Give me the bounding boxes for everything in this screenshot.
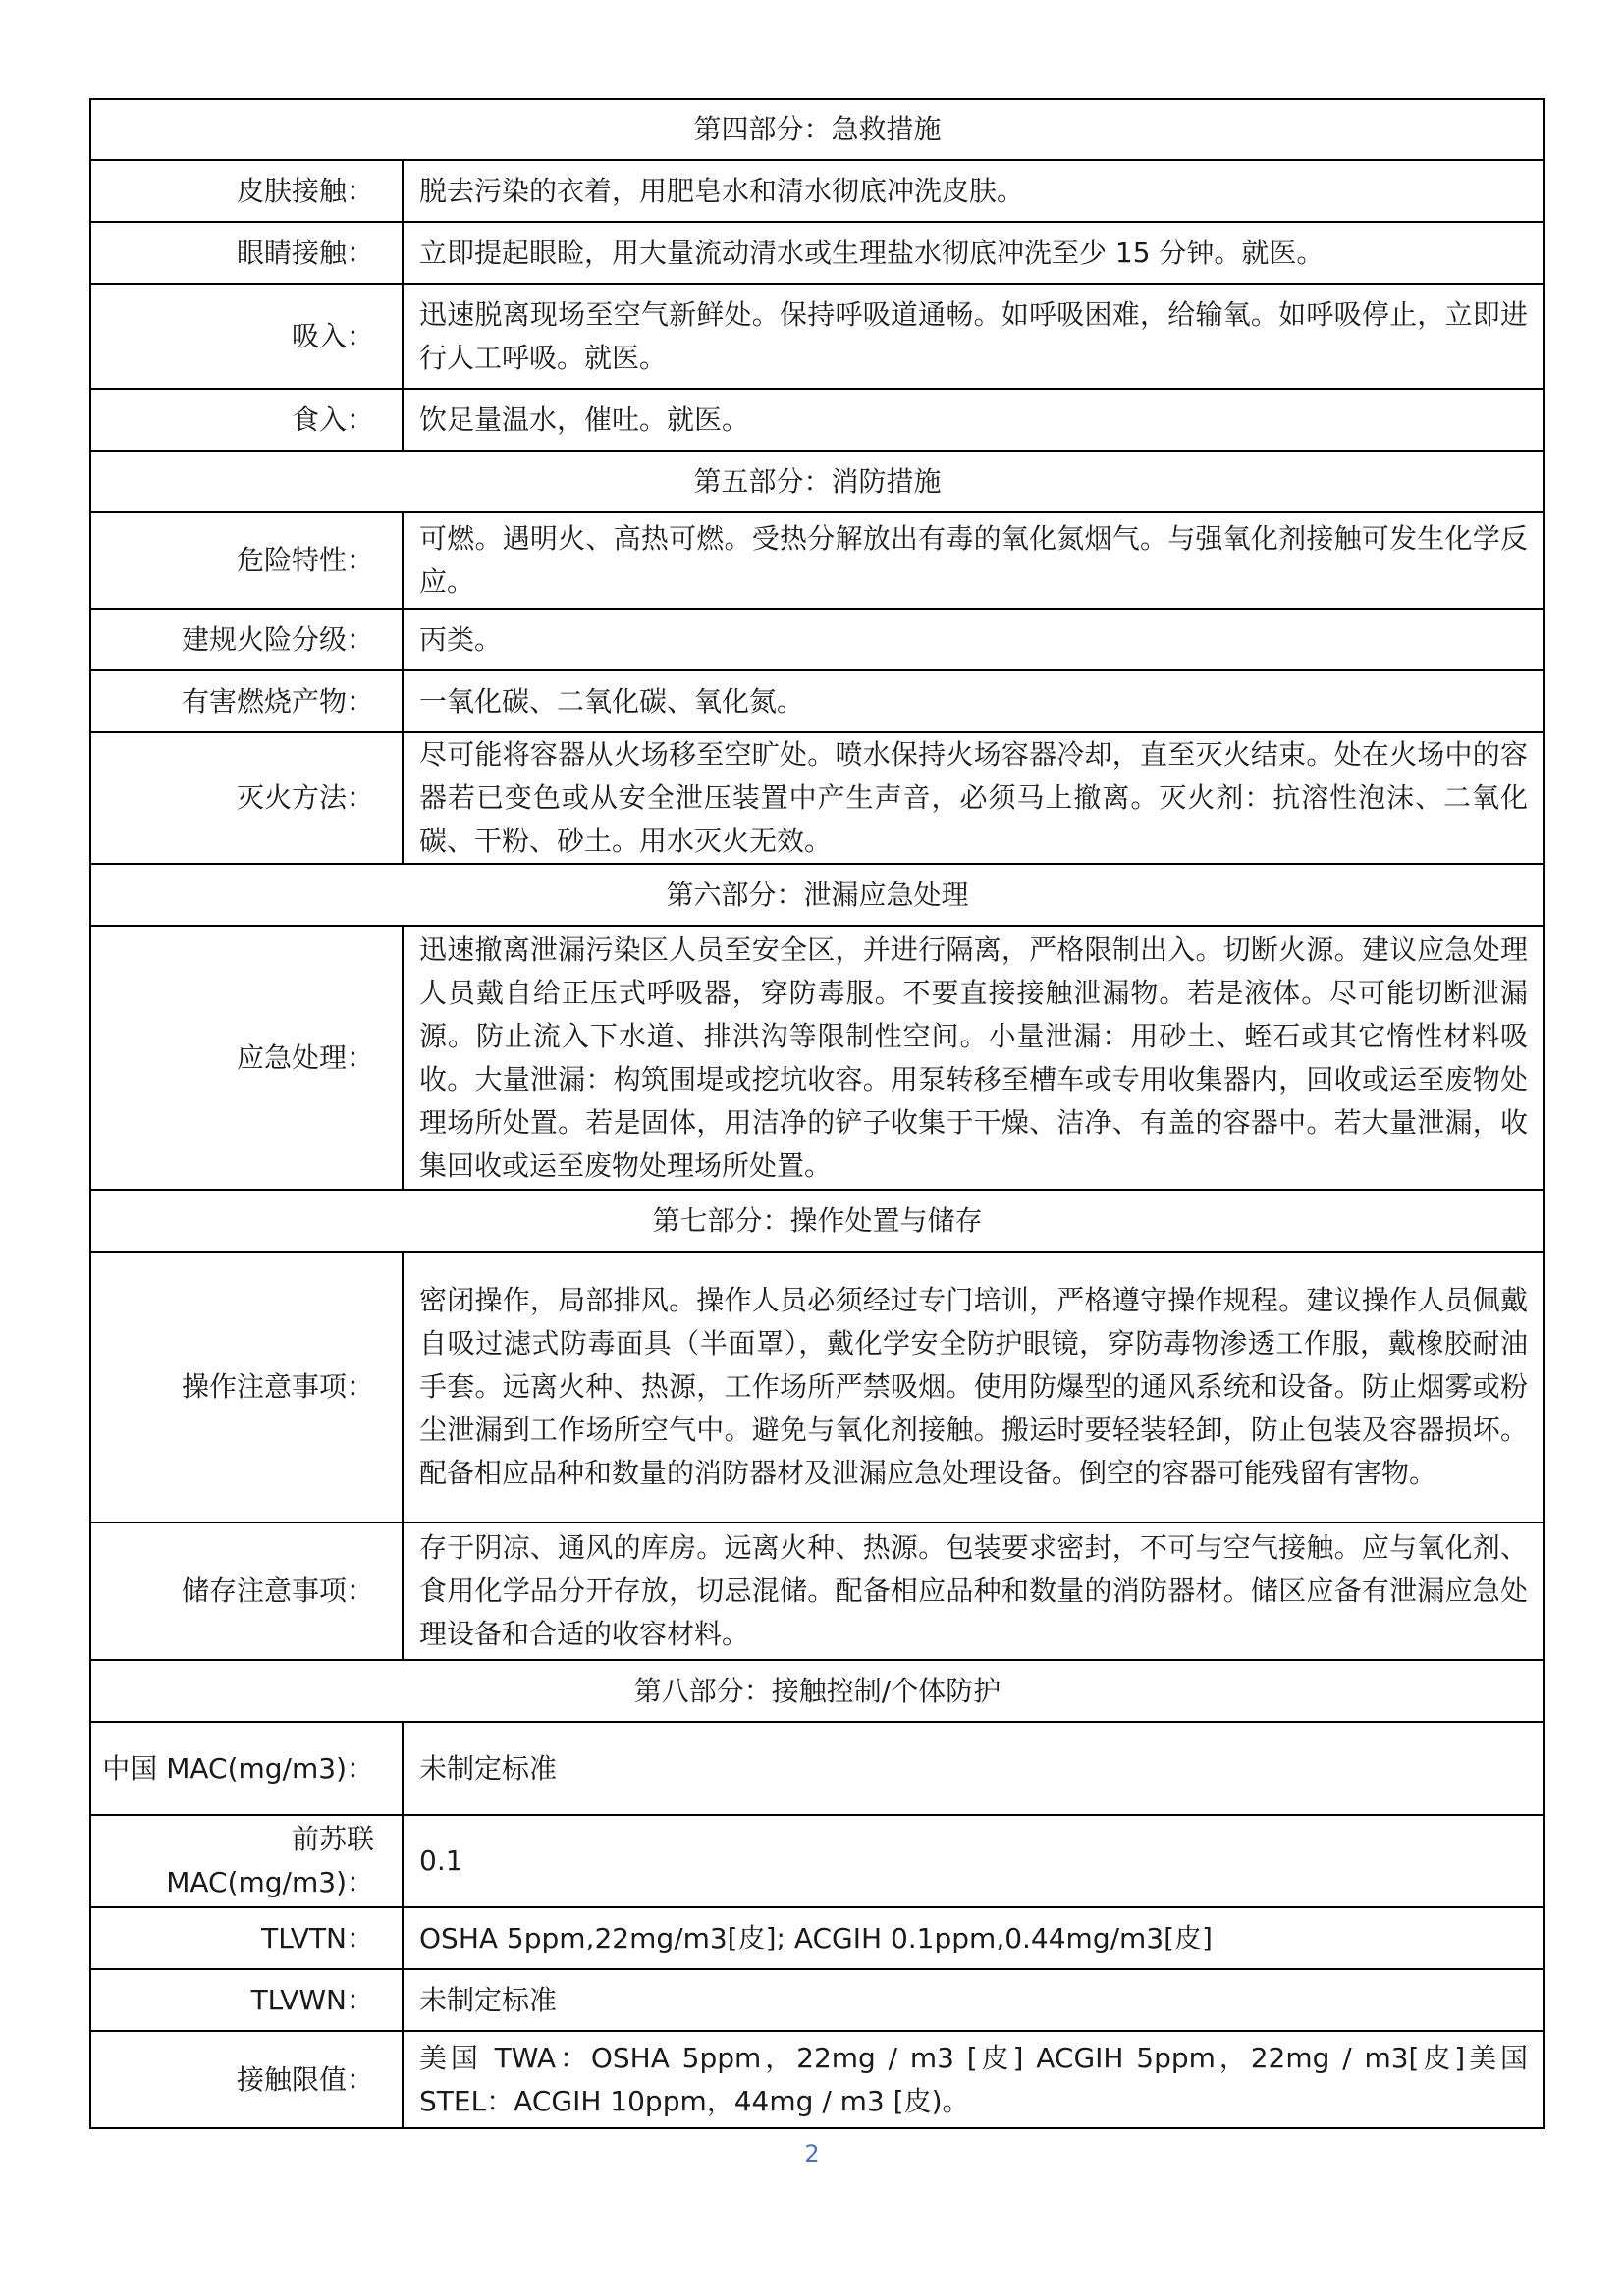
field-value: 迅速撤离泄漏污染区人员至安全区，并进行隔离，严格限制出入。切断火源。建议应急处理人员戴自给正压式呼吸器，穿防毒服。不要直接接触泄漏物。若是液体。尽可能切断泄漏源。防止流入下水道、排洪沟等限制性空间。小量泄漏：用砂土、蛭石或其它惰性材料吸收。大量泄漏：构筑围堤或挖坑收容。用泵转移至槽车或专用收集器内，回收或运至废物处理场所处置。若是固体，用洁净的铲子收集于干燥、洁净、有盖的容器中。若大量泄漏，收集回收或运至废物处理场所处置。 bbox=[403, 926, 1544, 1190]
msds-table bbox=[89, 98, 1545, 2129]
section-header-row bbox=[90, 864, 1544, 926]
field-label: 吸入： bbox=[90, 284, 403, 389]
field-value: 可燃。遇明火、高热可燃。受热分解放出有毒的氧化氮烟气。与强氧化剂接触可发生化学反应。 bbox=[403, 512, 1544, 609]
field-row bbox=[90, 1815, 1544, 1907]
field-value: 未制定标准 bbox=[403, 1722, 1544, 1815]
field-label: TLVTN： bbox=[90, 1907, 403, 1969]
field-label: 建规火险分级： bbox=[90, 609, 403, 670]
field-row bbox=[90, 732, 1544, 864]
field-label: 接触限值： bbox=[90, 2031, 403, 2128]
field-label: 操作注意事项： bbox=[90, 1252, 403, 1522]
field-row bbox=[90, 1907, 1544, 1969]
field-value: 尽可能将容器从火场移至空旷处。喷水保持火场容器冷却，直至灭火结束。处在火场中的容器若已变色或从安全泄压装置中产生声音，必须马上撤离。灭火剂：抗溶性泡沫、二氧化碳、干粉、砂土。用水灭火无效。 bbox=[403, 732, 1544, 864]
field-label: 食入： bbox=[90, 389, 403, 451]
field-value: 未制定标准 bbox=[403, 1969, 1544, 2031]
field-label: 危险特性： bbox=[90, 512, 403, 609]
field-row bbox=[90, 2031, 1544, 2128]
field-value: 迅速脱离现场至空气新鲜处。保持呼吸道通畅。如呼吸困难，给输氧。如呼吸停止，立即进行人工呼吸。就医。 bbox=[403, 284, 1544, 389]
field-row bbox=[90, 1722, 1544, 1815]
section-title: 第四部分：急救措施 bbox=[90, 99, 1544, 160]
field-value: 立即提起眼睑，用大量流动清水或生理盐水彻底冲洗至少 15 分钟。就医。 bbox=[403, 222, 1544, 284]
field-label: 前苏联 MAC(mg/m3)： bbox=[90, 1815, 403, 1907]
section-header-row bbox=[90, 99, 1544, 160]
field-row bbox=[90, 609, 1544, 670]
field-label: TLVWN： bbox=[90, 1969, 403, 2031]
field-row bbox=[90, 1522, 1544, 1660]
field-row bbox=[90, 1969, 1544, 2031]
section-header-row bbox=[90, 1660, 1544, 1722]
field-label: 有害燃烧产物： bbox=[90, 670, 403, 732]
section-title: 第六部分：泄漏应急处理 bbox=[90, 864, 1544, 926]
section-title: 第八部分：接触控制/个体防护 bbox=[90, 1660, 1544, 1722]
page-number: 2 bbox=[804, 2140, 820, 2167]
field-row bbox=[90, 670, 1544, 732]
field-label: 储存注意事项： bbox=[90, 1522, 403, 1660]
field-value: 存于阴凉、通风的库房。远离火种、热源。包装要求密封，不可与空气接触。应与氧化剂、食用化学品分开存放，切忌混储。配备相应品种和数量的消防器材。储区应备有泄漏应急处理设备和合适的收容材料。 bbox=[403, 1522, 1544, 1660]
field-value: 脱去污染的衣着，用肥皂水和清水彻底冲洗皮肤。 bbox=[403, 160, 1544, 222]
section-title: 第七部分：操作处置与储存 bbox=[90, 1190, 1544, 1252]
field-value: 0.1 bbox=[403, 1815, 1544, 1907]
section-title: 第五部分：消防措施 bbox=[90, 451, 1544, 512]
field-row bbox=[90, 284, 1544, 389]
field-label: 皮肤接触： bbox=[90, 160, 403, 222]
field-label: 眼睛接触： bbox=[90, 222, 403, 284]
field-row bbox=[90, 222, 1544, 284]
field-value: 饮足量温水，催吐。就医。 bbox=[403, 389, 1544, 451]
msds-table-body bbox=[90, 99, 1544, 2128]
field-value: OSHA 5ppm,22mg/m3[皮]; ACGIH 0.1ppm,0.44mg/m3[皮] bbox=[403, 1907, 1544, 1969]
field-row bbox=[90, 1252, 1544, 1522]
field-value: 丙类。 bbox=[403, 609, 1544, 670]
field-value: 一氧化碳、二氧化碳、氧化氮。 bbox=[403, 670, 1544, 732]
field-row bbox=[90, 160, 1544, 222]
field-label: 应急处理： bbox=[90, 926, 403, 1190]
field-label: 灭火方法： bbox=[90, 732, 403, 864]
field-row bbox=[90, 389, 1544, 451]
section-header-row bbox=[90, 1190, 1544, 1252]
field-value: 密闭操作，局部排风。操作人员必须经过专门培训，严格遵守操作规程。建议操作人员佩戴自吸过滤式防毒面具（半面罩），戴化学安全防护眼镜，穿防毒物渗透工作服，戴橡胶耐油手套。远离火种、热源，工作场所严禁吸烟。使用防爆型的通风系统和设备。防止烟雾或粉尘泄漏到工作场所空气中。避免与氧化剂接触。搬运时要轻装轻卸，防止包装及容器损坏。配备相应品种和数量的消防器材及泄漏应急处理设备。倒空的容器可能残留有害物。 bbox=[403, 1252, 1544, 1522]
field-value: 美国 TWA：OSHA 5ppm，22mg / m3 [皮] ACGIH 5ppm，22mg / m3[皮]美国 STEL：ACGIH 10ppm，44mg / m3 [皮)。 bbox=[403, 2031, 1544, 2128]
field-label: 中国 MAC(mg/m3)： bbox=[90, 1722, 403, 1815]
field-row bbox=[90, 512, 1544, 609]
section-header-row bbox=[90, 451, 1544, 512]
field-row bbox=[90, 926, 1544, 1190]
